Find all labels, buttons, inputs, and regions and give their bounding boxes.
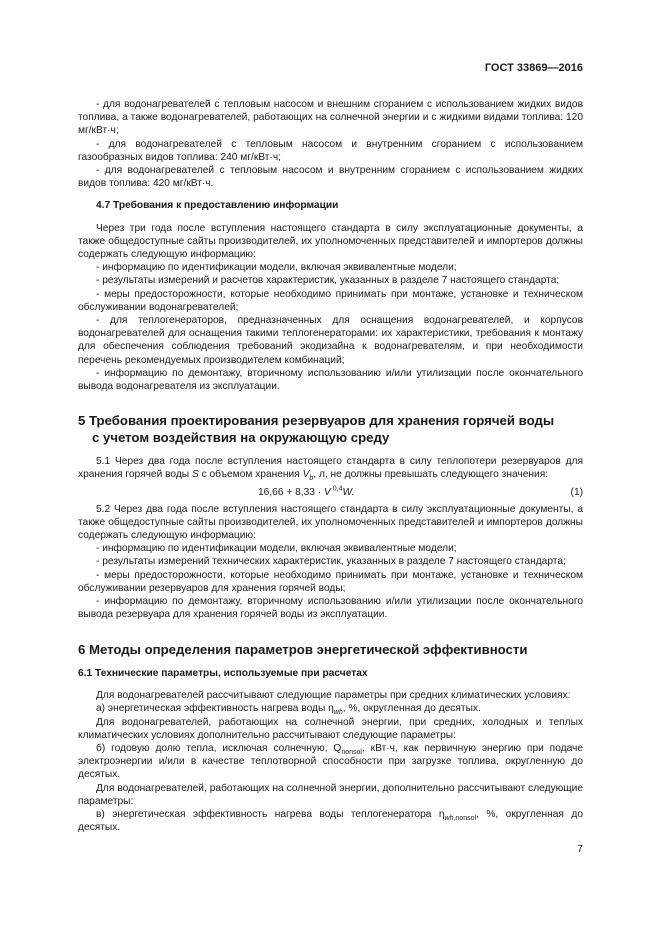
list-item: - информацию по идентификации модели, включая эквивалентные модели; — [96, 262, 457, 274]
paragraph: Для водонагревателей рассчитывают следующие параметры при средних климатических условиях: — [96, 690, 571, 702]
standard-header: ГОСТ 33869—2016 — [484, 62, 583, 74]
list-item: - результаты измерений и расчетов характеристик, указанных в разделе 7 настоящего стандарта; — [96, 275, 560, 287]
section-6-1-title: 6.1 Технические параметры, используемые при расчетах — [78, 668, 368, 679]
formula-number: (1) — [570, 486, 583, 498]
section-4-7-intro: Через три года после вступления настоящего стандарта в силу эксплуатационные документы, а также общедоступные сайты производителей, их уполномоченных представителей и импортеров должны содержать следующую информацию: — [78, 222, 583, 261]
section-4-7-title: 4.7 Требования к предоставлению информации — [96, 200, 339, 212]
section-6-title: 6 Методы определения параметров энергетической эффективности — [78, 641, 528, 657]
list-item: - результаты измерений технических характеристик, указанных в разделе 7 настоящего стандарта; — [96, 556, 566, 568]
list-item: - меры предосторожности, которые необходимо принимать при монтаже, установке и техническом обслуживании водонагревателей; — [78, 288, 583, 313]
formula-expression: 16,66 + 8,33 · V $^{0,4}$W. — [258, 485, 355, 498]
formula-1 — [78, 484, 583, 501]
paragraph-5-2: 5.2 Через два года после вступления настоящего стандарта в силу эксплуатационные документы, а также общедоступные сайты производителей, их уполномоченных представителей и импортеров должны содержать следующую информацию: — [78, 503, 583, 542]
list-item: - для водонагревателей с тепловым насосом и внешним сгоранием с использованием жидких видов топлива, а также водонагревателей, работающих на солнечной энергии и с жидкими видами топлива: 120 мг/кВт·ч; — [78, 99, 583, 137]
page-content — [78, 98, 583, 834]
paragraph: Для водонагревателей, работающих на солнечной энергии, при средних, холодных и теплых климатических условиях дополнительно рассчитывают следующие параметры: — [78, 716, 583, 741]
list-item: - меры предосторожности, которые необходимо принимать при монтаже, установке и техническом обслуживании резервуаров для хранения горячей воды; — [78, 569, 583, 594]
list-item: - информацию по демонтажу, вторичному использованию и/или утилизации после окончательного вывода резервуара для хранения горячей воды из эксплуатации. — [78, 596, 583, 621]
list-item: - для водонагревателей с тепловым насосом и внутренним сгоранием с использованием газообразных видов топлива: 240 мг/кВт·ч; — [78, 138, 583, 163]
paragraph-5-1: 5.1 Через два года после вступления настоящего стандарта в силу теплопотери резервуаров для хранения горячей воды S с объемом хранения $V_b$, л, не должны превышать следующего значения: — [78, 456, 583, 483]
list-item: - для водонагревателей с тепловым насосом и внутренним сгоранием с использованием жидких видов топлива: 420 мг/кВт·ч. — [78, 165, 583, 190]
list-item: б) годовую долю тепла, исключая солнечную, $Q_{nonsol}$, кВт·ч, как первичную энергию при подаче электроэнергии и/или в качестве теплотворной способности при загрузке топлива, округленную до десятых. — [78, 743, 583, 781]
list-item: - для теплогенераторов, предназначенных для оснащения водонагревателей, и корпусов водонагревателей для оснащения такими теплогенераторами: их характеристики, требования к монтажу для обеспечения соблюдения требований экодизайна к водонагревателям, и при необходимости перечень рекомендуемых производителем комбинаций; — [78, 315, 583, 366]
list-item: - информацию по демонтажу, вторичному использованию и/или утилизации после окончательного вывода водонагревателя из эксплуатации. — [78, 367, 583, 393]
section-5-title: 5 Требования проектирования резервуаров для хранения горячей воды с учетом воздействия на окружающую среду — [78, 413, 555, 445]
list-item: в) энергетическая эффективность нагрева воды теплогенератора $\eta_{wh,nonsol}$, %, округленная до десятых. — [78, 809, 583, 834]
list-item: - информацию по идентификации модели, включая эквивалентные модели; — [96, 543, 457, 555]
list-item: а) энергетическая эффективность нагрева воды $\eta_{wh}$, %, округленная до десятых. — [96, 703, 481, 717]
page-number: 7 — [577, 843, 583, 855]
paragraph: Для водонагревателей, работающих на солнечной энергии, дополнительно рассчитывают следующие параметры: — [78, 782, 583, 807]
